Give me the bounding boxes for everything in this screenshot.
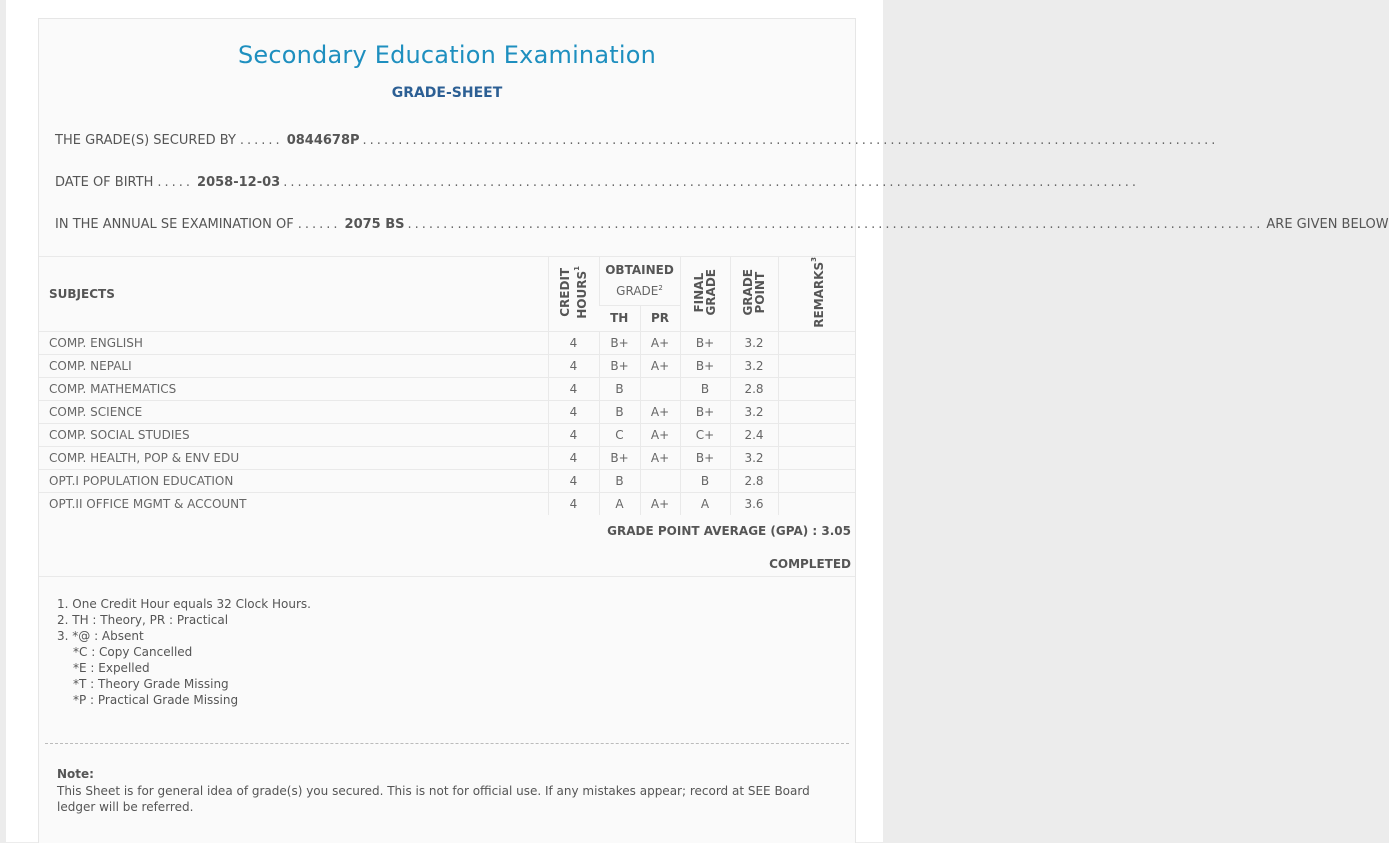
- final-grade-cell: B: [680, 469, 730, 492]
- exam-tail: ARE GIVEN BELOW: [1266, 217, 1389, 232]
- practical-grade-cell: A+: [640, 400, 680, 423]
- remarks-cell: [778, 400, 855, 423]
- grade-point-cell: 2.8: [730, 377, 778, 400]
- final-grade-cell: B: [680, 377, 730, 400]
- dob-label: DATE OF BIRTH: [55, 175, 154, 190]
- result-status: COMPLETED: [769, 557, 851, 571]
- grade-sheet: [38, 18, 1389, 843]
- note-text: This Sheet is for general idea of grade(s) you secured. This is not for official use. If any mistakes appear; record at SEE Board ledger will be referred.: [57, 784, 810, 814]
- exam-line: IN THE ANNUAL SE EXAMINATION OF ...... 2075 BS ........................................................................................................................ ARE GIVEN BELOW: [55, 217, 1389, 232]
- subject-cell: COMP. NEPALI: [39, 354, 548, 377]
- theory-grade-cell: B: [599, 377, 640, 400]
- col-header-remarks: REMARKS$^3$: [778, 257, 855, 332]
- footnote-item: 3. *@ : Absent: [57, 629, 144, 643]
- remarks-cell: [778, 423, 855, 446]
- col-header-th: TH: [599, 305, 640, 331]
- divider: [39, 576, 855, 577]
- credit-hours-cell: 4: [548, 469, 599, 492]
- practical-grade-cell: [640, 377, 680, 400]
- remarks-cell: [778, 354, 855, 377]
- page-title: Secondary Education Examination: [237, 41, 657, 69]
- col-header-subjects: SUBJECTS: [39, 257, 548, 332]
- theory-grade-cell: B+: [599, 331, 640, 354]
- remarks-cell: [778, 377, 855, 400]
- gpa-value: GRADE POINT AVERAGE (GPA) : 3.05: [607, 524, 851, 538]
- final-grade-cell: B+: [680, 354, 730, 377]
- col-header-obtained-grade: OBTAINED GRADE$^2$: [599, 257, 680, 306]
- final-grade-cell: B+: [680, 400, 730, 423]
- credit-hours-cell: 4: [548, 331, 599, 354]
- credit-hours-cell: 4: [548, 446, 599, 469]
- grade-point-cell: 3.2: [730, 446, 778, 469]
- subject-cell: OPT.II OFFICE MGMT & ACCOUNT: [39, 492, 548, 515]
- practical-grade-cell: A+: [640, 354, 680, 377]
- practical-grade-cell: A+: [640, 423, 680, 446]
- remarks-cell: [778, 331, 855, 354]
- credit-hours-cell: 4: [548, 354, 599, 377]
- theory-grade-cell: A: [599, 492, 640, 515]
- credit-hours-cell: 4: [548, 423, 599, 446]
- footnote-item: *P : Practical Grade Missing: [73, 693, 239, 707]
- col-header-pr: PR: [640, 305, 680, 331]
- remarks-cell: [778, 446, 855, 469]
- page-background: [6, 0, 1389, 842]
- table-row: [39, 377, 855, 400]
- subject-cell: COMP. MATHEMATICS: [39, 377, 548, 400]
- page-subtitle: GRADE-SHEET: [391, 85, 503, 101]
- secured-by-line: THE GRADE(S) SECURED BY ...... 0844678P ........................................................................................................................: [55, 133, 1219, 148]
- table-row: [39, 446, 855, 469]
- theory-grade-cell: B+: [599, 446, 640, 469]
- col-header-final-grade: FINAL GRADE: [680, 257, 730, 332]
- exam-year: 2075 BS: [344, 217, 405, 232]
- grade-point-cell: 3.2: [730, 400, 778, 423]
- dob-value: 2058-12-03: [197, 175, 281, 190]
- footnote-item: 1. One Credit Hour equals 32 Clock Hours.: [57, 597, 311, 611]
- grade-point-cell: 2.8: [730, 469, 778, 492]
- subject-cell: OPT.I POPULATION EDUCATION: [39, 469, 548, 492]
- footnote-item: *C : Copy Cancelled: [73, 645, 193, 659]
- theory-grade-cell: B+: [599, 354, 640, 377]
- grade-point-cell: 3.6: [730, 492, 778, 515]
- theory-grade-cell: C: [599, 423, 640, 446]
- credit-hours-cell: 4: [548, 492, 599, 515]
- practical-grade-cell: A+: [640, 492, 680, 515]
- credit-hours-cell: 4: [548, 377, 599, 400]
- grade-point-cell: 2.4: [730, 423, 778, 446]
- remarks-cell: [778, 492, 855, 515]
- note-heading: Note:: [57, 767, 94, 781]
- grade-point-cell: 3.2: [730, 331, 778, 354]
- table-row: [39, 492, 855, 515]
- col-header-grade-point: GRADE POINT: [730, 257, 778, 332]
- col-header-credit-hours: CREDIT HOURS$^1$: [548, 257, 599, 332]
- practical-grade-cell: [640, 469, 680, 492]
- dashed-divider: [45, 743, 849, 744]
- footnote-item: *T : Theory Grade Missing: [73, 677, 229, 691]
- theory-grade-cell: B: [599, 400, 640, 423]
- footnote-item: *E : Expelled: [73, 661, 150, 675]
- practical-grade-cell: A+: [640, 331, 680, 354]
- theory-grade-cell: B: [599, 469, 640, 492]
- final-grade-cell: B+: [680, 446, 730, 469]
- subject-cell: COMP. SOCIAL STUDIES: [39, 423, 548, 446]
- final-grade-cell: A: [680, 492, 730, 515]
- footnote-item: 2. TH : Theory, PR : Practical: [57, 613, 229, 627]
- subject-cell: COMP. HEALTH, POP & ENV EDU: [39, 446, 548, 469]
- practical-grade-cell: A+: [640, 446, 680, 469]
- footnotes: [57, 596, 311, 708]
- table-row: [39, 423, 855, 446]
- dob-line: DATE OF BIRTH ..... 2058-12-03 ........................................................................................................................: [55, 175, 1140, 190]
- final-grade-cell: C+: [680, 423, 730, 446]
- subject-cell: COMP. SCIENCE: [39, 400, 548, 423]
- table-row: [39, 400, 855, 423]
- exam-label: IN THE ANNUAL SE EXAMINATION OF: [55, 217, 294, 232]
- subject-cell: COMP. ENGLISH: [39, 331, 548, 354]
- final-grade-cell: B+: [680, 331, 730, 354]
- secured-by-label: THE GRADE(S) SECURED BY: [55, 133, 236, 148]
- table-row: [39, 469, 855, 492]
- grade-point-cell: 3.2: [730, 354, 778, 377]
- remarks-cell: [778, 469, 855, 492]
- symbol-number: 0844678P: [286, 133, 360, 148]
- credit-hours-cell: 4: [548, 400, 599, 423]
- table-row: [39, 331, 855, 354]
- table-row: [39, 354, 855, 377]
- grades-table: [39, 256, 855, 515]
